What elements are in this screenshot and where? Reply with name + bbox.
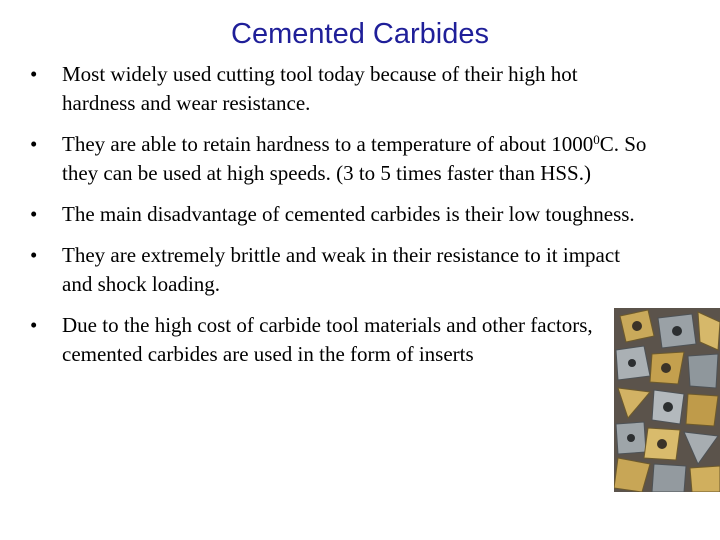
bullet-text: The main disadvantage of cemented carbides is their low toughness. xyxy=(62,202,635,226)
insert-silver xyxy=(688,354,718,388)
bullet-text-part: They are able to retain hardness to a temperature of about 1000 xyxy=(62,132,594,156)
slide-title: Cemented Carbides xyxy=(231,18,489,50)
bullet-item xyxy=(28,60,648,118)
bullet-item xyxy=(28,311,648,369)
bullet-icon: • xyxy=(30,313,38,337)
degree-superscript: 0 xyxy=(593,132,600,147)
bullet-icon: • xyxy=(30,202,38,226)
bullet-text: They are extremely brittle and weak in their resistance to it impact and shock loading. xyxy=(62,243,621,296)
bullet-text-part: C. So they can be used at high speeds. (3 to 5 times faster than HSS.) xyxy=(62,132,647,185)
bullet-icon: • xyxy=(30,62,38,86)
insert-hole xyxy=(632,321,642,331)
bullet-item xyxy=(28,130,648,188)
insert-gold xyxy=(690,466,720,492)
bullet-icon: • xyxy=(30,132,38,156)
bullet-text: Due to the high cost of carbide tool materials and other factors, cemented carbides are used in the form of inserts xyxy=(62,313,593,366)
insert-silver xyxy=(652,464,686,492)
insert-hole xyxy=(663,402,673,412)
bullet-item xyxy=(28,200,648,229)
bullet-item xyxy=(28,241,648,299)
insert-hole xyxy=(657,439,667,449)
bullet-text xyxy=(62,132,646,185)
insert-hole xyxy=(627,434,635,442)
insert-hole xyxy=(628,359,636,367)
carbide-inserts-photo xyxy=(614,308,720,492)
insert-gold xyxy=(686,394,718,426)
insert-hole xyxy=(661,363,671,373)
insert-hole xyxy=(672,326,682,336)
bullet-list xyxy=(28,60,648,381)
bullet-icon: • xyxy=(30,243,38,267)
bullet-text: Most widely used cutting tool today because of their high hot hardness and wear resistance. xyxy=(62,62,578,115)
